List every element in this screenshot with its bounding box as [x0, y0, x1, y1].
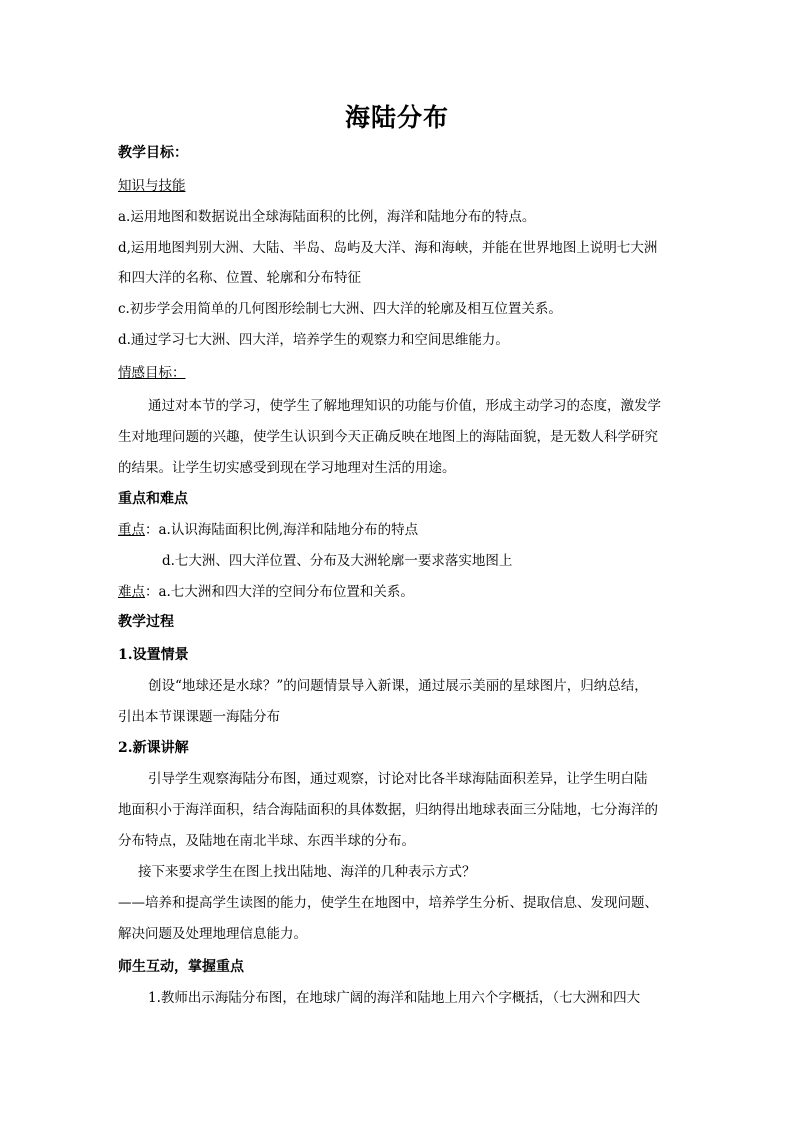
knowledge-item-c: c.初步学会用简单的几何图形绘制七大洲、四大洋的轮廓及相互位置关系。 — [118, 301, 562, 317]
section2-heading: 2.新课讲解 — [118, 740, 189, 756]
knowledge-item-a: a.运用地图和数据说出全球海陆面积的比例，海洋和陆地分布的特点。 — [118, 209, 536, 225]
difficulty-label: 难点 — [118, 584, 145, 600]
key-point-line — [118, 520, 678, 540]
emotion-line-1: 通过对本节的学习，使学生了解地理知识的功能与价值，形成主动学习的态度，激发学 — [148, 398, 661, 414]
knowledge-heading: 知识与技能 — [118, 178, 186, 194]
knowledge-item-b-cont: 和四大洋的名称、位置、轮廓和分布特征 — [118, 270, 361, 286]
section1-line-1: 创设“地球还是水球？”的问题情景导入新课，通过展示美丽的星球图片，归纳总结， — [148, 678, 648, 694]
key-text-2: d.七大洲、四大洋位置、分布及大洲轮廓一要求落实地图上 — [162, 553, 513, 569]
section1-line-2: 引出本节课课题一海陆分布 — [118, 709, 280, 725]
emotion-line-3: 的结果。让学生切实感受到现在学习地理对生活的用途。 — [118, 460, 456, 476]
key-label: 重点 — [118, 522, 145, 538]
section2-line-2: 地面积小于海洋面积，结合海陆面积的具体数据，归纳得出地球表面三分陆地，七分海洋的 — [118, 802, 658, 818]
section2-next: 接下来要求学生在图上找出陆地、海洋的几种表示方式？ — [138, 864, 476, 880]
process-heading: 教学过程 — [118, 614, 174, 630]
section2-line-1: 引导学生观察海陆分布图，通过观察，讨论对比各半球海陆面积差异，让学生明白陆 — [148, 771, 648, 787]
knowledge-item-b: d,运用地图判别大洲、大陆、半岛、岛屿及大洋、海和海峡，并能在世界地图上说明七大洲 — [118, 240, 658, 256]
difficulty-line — [118, 582, 678, 602]
objectives-heading: 教学目标： — [118, 145, 188, 161]
emotion-heading: 情感目标： — [118, 365, 186, 381]
section2-line-3: 分布特点，及陆地在南北半球、东西半球的分布。 — [118, 833, 415, 849]
difficulty-text: ：a.七大洲和四大洋的空间分布位置和关系。 — [145, 584, 414, 600]
knowledge-item-d: d.通过学习七大洲、四大洋，培养学生的观察力和空间思维能力。 — [118, 332, 509, 348]
interaction-line-1: 1.教师出示海陆分布图，在地球广阔的海洋和陆地上用六个字概括，（七大洲和四大 — [148, 990, 641, 1006]
section2-dash-line-1: ——培养和提高学生读图的能力，使学生在地图中，培养学生分析、提取信息、发现问题、 — [118, 895, 658, 911]
interaction-heading: 师生互动，掌握重点 — [118, 959, 244, 975]
page-title: 海陆分布 — [344, 103, 449, 132]
emotion-line-2: 生对地理问题的兴趣，使学生认识到今天正确反映在地图上的海陆面貌，是无数人科学研究 — [118, 429, 658, 445]
key-difficulty-heading: 重点和难点 — [118, 491, 188, 507]
key-text-1: ：a.认识海陆面积比例,海洋和陆地分布的特点 — [145, 522, 419, 538]
section1-heading: 1.设置情景 — [118, 647, 189, 663]
section2-dash-line-2: 解决问题及处理地理信息能力。 — [118, 926, 307, 942]
